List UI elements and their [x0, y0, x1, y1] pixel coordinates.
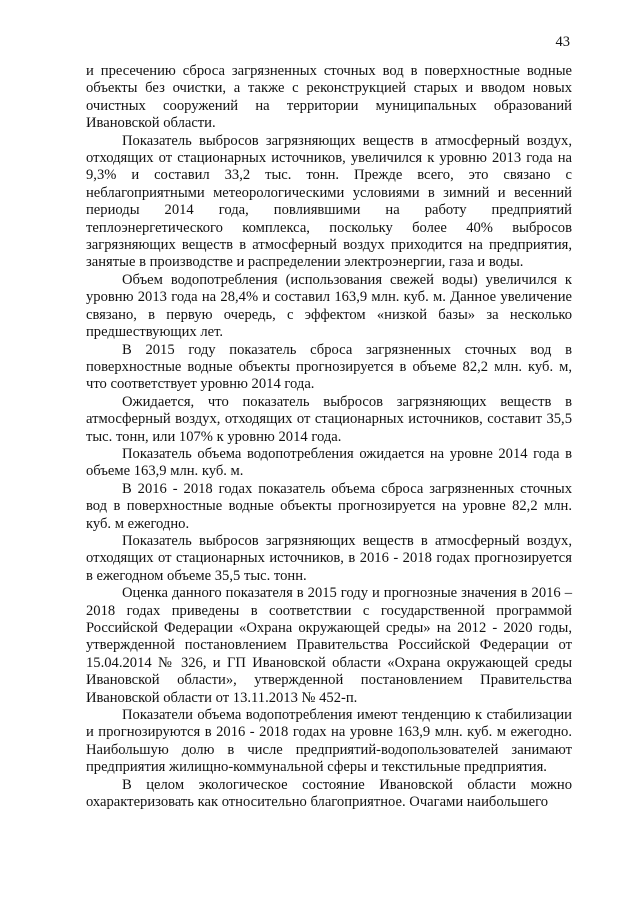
- paragraph-emissions: Показатель выбросов загрязняющих веществ в атмосферный воздух, отходящих от стационарных источников, увеличился к уровню 2013 года на 9,3% и составил 33,2 тыс. тонн. Прежде всего, это связано с неблагоприятными метеорологическими условиями в зимний и весенний периоды 2014 года, повлиявшими на работу предприятий теплоэнергетического комплекса, поскольку более 40% выбросов загрязняющих веществ в атмосферный воздух приходится на предприятия, занятые в производстве и распределении электроэнергии, газа и воды.: [86, 132, 572, 271]
- paragraph-2015-discharge: В 2015 году показатель сброса загрязненных сточных вод в поверхностные водные объекты прогнозируется в объеме 82,2 млн. куб. м, что соответствует уровню 2014 года.: [86, 341, 572, 393]
- paragraph-2016-2018-emissions: Показатель выбросов загрязняющих веществ в атмосферный воздух, отходящих от стационарных источников, в 2016 - 2018 годах прогнозируется в ежегодном объеме 35,5 тыс. тонн.: [86, 532, 572, 584]
- paragraph-2015-water: Показатель объема водопотребления ожидается на уровне 2014 года в объеме 163,9 млн. куб. м.: [86, 445, 572, 480]
- paragraph-ecological-state: В целом экологическое состояние Ивановской области можно охарактеризовать как относительно благоприятное. Очагами наибольшего: [86, 776, 572, 811]
- paragraph-2015-emissions: Ожидается, что показатель выбросов загрязняющих веществ в атмосферный воздух, отходящих от стационарных источников, составит 35,5 тыс. тонн, или 107% к уровню 2014 года.: [86, 393, 572, 445]
- page-number: 43: [555, 34, 570, 50]
- paragraph-continuation: и пресечению сброса загрязненных сточных вод в поверхностные водные объекты без очистки, а также с реконструкцией старых и вводом новых очистных сооружений на территории муниципальных образований Ивановской области.: [86, 63, 572, 132]
- paragraph-water-stabilization: Показатели объема водопотребления имеют тенденцию к стабилизации и прогнозируются в 2016 - 2018 годах на уровне 163,9 млн. куб. м ежегодно. Наибольшую долю в числе предприятий-водопользователей занимают предприятия жилищно-коммунальной сферы и текстильные предприятия.: [86, 707, 572, 776]
- body-text: [86, 63, 572, 811]
- paragraph-water-consumption: Объем водопотребления (использования свежей воды) увеличился к уровню 2013 года на 28,4% и составил 163,9 млн. куб. м. Данное увеличение связано, в первую очередь, с эффектом «низкой базы» за несколько предшествующих лет.: [86, 271, 572, 341]
- paragraph-2016-2018-discharge: В 2016 - 2018 годах показатель объема сброса загрязненных сточных вод в поверхностные водные объекты прогнозируется на уровне 82,2 млн. куб. м ежегодно.: [86, 480, 572, 532]
- paragraph-program-reference: Оценка данного показателя в 2015 году и прогнозные значения в 2016 – 2018 годах приведены в соответствии с государственной программой Российской Федерации «Охрана окружающей среды» на 2012 - 2020 годы, утвержденной постановлением Правительства Российской Федерации от 15.04.2014 № 326, и ГП Ивановской области «Охрана окружающей среды Ивановской области», утвержденной постановлением Правительства Ивановской области от 13.11.2013 № 452-п.: [86, 585, 572, 706]
